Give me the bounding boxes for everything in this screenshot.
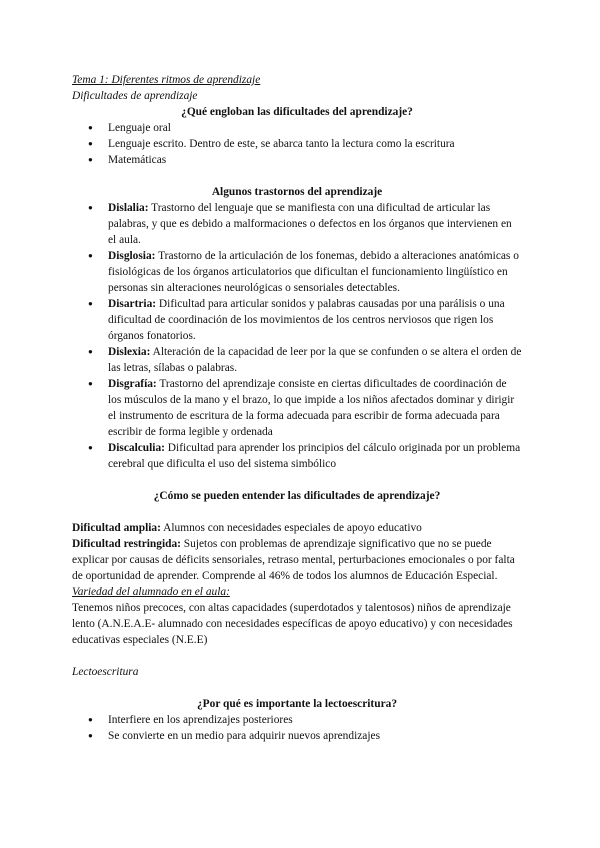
disorders-list [72, 200, 522, 472]
list-item [72, 200, 522, 248]
disorder-text: Trastorno del lenguaje que se manifiesta con una dificultad de articular las palabras, y que es debido a malformaciones o defectos en los órganos que intervienen en el aula. [108, 202, 512, 246]
narrow-difficulty [72, 536, 522, 584]
disorders-heading: Algunos trastornos del aprendizaje [211, 186, 383, 198]
q1-list [72, 120, 522, 168]
list-item [72, 296, 522, 344]
list-item: ● Lenguaje escrito. Dentro de este, se abarca tanto la lectura como la escritura [72, 136, 522, 152]
literacy-heading: ¿Por qué es importante la lectoescritura? [196, 698, 398, 710]
broad-text: Alumnos con necesidades especiales de apoyo educativo [160, 522, 422, 534]
variety-text: Tenemos niños precoces, con altas capacidades (superdotados y talentosos) niños de aprendizaje lento (A.N.E.A.E- alumnado con necesidades específicas de apoyo educativo) y con necesidades educativas especiales (N.E.E) [72, 602, 513, 646]
disorder-text: Alteración de la capacidad de leer por la que se confunden o se altera el orden de las letras, sílabas o palabras. [108, 346, 522, 374]
disorder-term: Discalculia: [108, 442, 165, 454]
disorder-term: Disglosia: [108, 250, 156, 262]
disorder-text: Dificultad para aprender los principios del cálculo originada por un problema cerebral que dificulta el uso del sistema simbólico [108, 442, 521, 470]
literacy-list [72, 712, 522, 744]
list-item [72, 440, 522, 472]
list-item [72, 376, 522, 440]
topic-title: Tema 1: Diferentes ritmos de aprendizaje [72, 74, 261, 86]
broad-term: Dificultad amplia: [72, 522, 161, 534]
list-item: ● Interfiere en los aprendizajes posteriores [72, 712, 522, 728]
broad-difficulty [72, 520, 522, 536]
q2-heading: ¿Cómo se pueden entender las dificultades de aprendizaje? [153, 490, 441, 502]
document-body [72, 72, 522, 744]
list-item: ● Lenguaje oral [72, 120, 522, 136]
list-item [72, 248, 522, 296]
narrow-text: Sujetos con problemas de aprendizaje significativo que no se puede explicar por causas de déficits sensoriales, retraso mental, perturbaciones emocionales o por falta de oportunidad de aprender. Comprende al 46% de todos los alumnos de Educación Especial. [72, 538, 515, 582]
narrow-term: Dificultad restringida: [72, 538, 181, 550]
disorder-term: Disartria: [108, 298, 157, 310]
disorder-text: Trastorno de la articulación de los fonemas, debido a alteraciones anatómicas o fisiológicas de los órganos articulatorios que dificultan el funcionamiento lingüístico en personas sin alteraciones neurológicas o sensoriales detectables. [108, 250, 519, 294]
list-item: ● Se convierte en un medio para adquirir nuevos aprendizajes [72, 728, 522, 744]
disorder-text: Dificultad para articular sonidos y palabras causadas por una parálisis o una dificultad de coordinación de los movimientos de los centros nerviosos que rigen los órganos fonatorios. [108, 298, 505, 342]
q1-heading: ¿Qué engloban las dificultades del aprendizaje? [181, 106, 413, 118]
disorder-term: Disgrafía: [108, 378, 157, 390]
list-item: ● Matemáticas [72, 152, 522, 168]
list-item [72, 344, 522, 376]
section-title: Dificultades de aprendizaje [72, 90, 198, 102]
literacy-title: Lectoescritura [72, 666, 139, 678]
disorder-text: Trastorno del aprendizaje consiste en ciertas dificultades de coordinación de los músculos de la mano y el brazo, lo que impide a los niños afectados dominar y dirigir el instrumento de escritura de la forma adecuada para escribir de forma adecuada para escribir de forma legible y ordenada [108, 378, 515, 438]
disorder-term: Dislalia: [108, 202, 149, 214]
disorder-term: Dislexia: [108, 346, 151, 358]
variety-title: Variedad del alumnado en el aula: [72, 586, 230, 598]
